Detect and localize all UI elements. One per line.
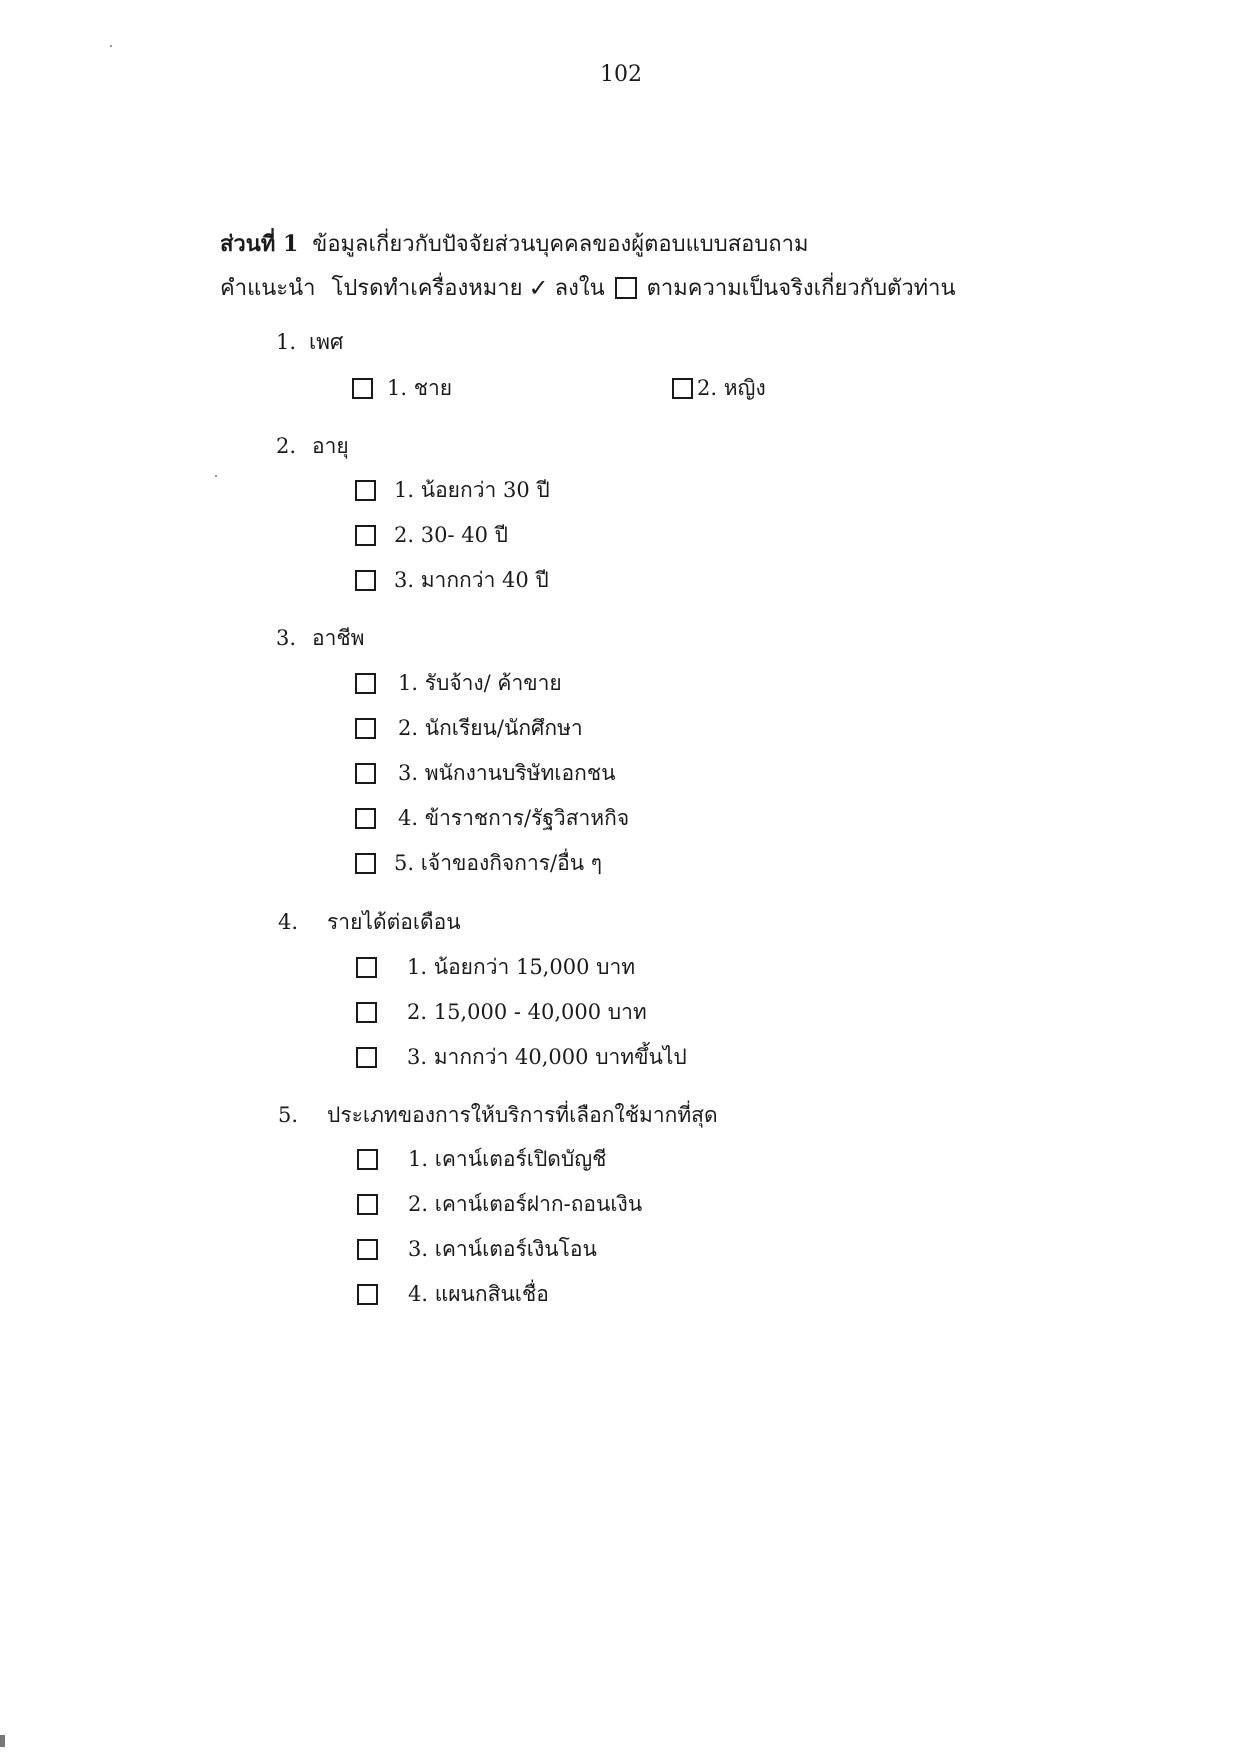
question-number: 1. (276, 330, 297, 354)
question-title: อายุ (312, 434, 349, 458)
option-income-3[interactable] (356, 1041, 687, 1074)
page-number: 102 (600, 62, 642, 87)
option-label: 1. น้อยกว่า 15,000 บาท (407, 955, 636, 979)
instruction-text-part1: โปรดทำเครื่องหมาย (331, 276, 523, 301)
question-gender (276, 326, 343, 359)
question-occupation (276, 622, 365, 655)
option-occupation-4[interactable] (355, 802, 629, 835)
checkbox[interactable] (355, 480, 376, 501)
question-title: อาชีพ (312, 626, 365, 650)
checkbox[interactable] (356, 1002, 377, 1023)
checkbox[interactable] (355, 525, 376, 546)
instruction-label: คำแนะนำ (220, 276, 316, 301)
question-service-type (278, 1099, 718, 1132)
checkbox[interactable] (357, 1284, 378, 1305)
option-label: 4. ข้าราชการ/รัฐวิสาหกิจ (398, 806, 630, 830)
checkbox[interactable] (357, 1194, 378, 1215)
option-label: 3. มากกว่า 40 ปี (394, 568, 549, 592)
question-number: 2. (276, 434, 297, 458)
section-title: ข้อมูลเกี่ยวกับปัจจัยส่วนบุคคลของผู้ตอบแบบสอบถาม (312, 232, 809, 257)
question-income (278, 906, 461, 939)
option-label: 3. มากกว่า 40,000 บาทขึ้นไป (407, 1045, 687, 1069)
option-label: 2. 15,000 - 40,000 บาท (407, 1000, 647, 1024)
instruction-text-part2: ลงใน (554, 276, 605, 301)
question-number: 5. (278, 1103, 299, 1127)
instruction (220, 270, 956, 305)
option-service-2[interactable] (357, 1188, 642, 1221)
option-gender-female[interactable] (672, 372, 766, 405)
checkbox[interactable] (356, 957, 377, 978)
section-heading (220, 226, 808, 261)
option-label: 1. เคาน์เตอร์เปิดบัญชี (408, 1147, 607, 1171)
option-income-1[interactable] (356, 951, 635, 984)
checkbox[interactable] (352, 378, 373, 399)
checkmark-icon: ✓ (528, 273, 549, 302)
option-label: 2. หญิง (697, 376, 766, 400)
option-age-2[interactable] (355, 519, 508, 552)
instruction-text-part3: ตามความเป็นจริงเกี่ยวกับตัวท่าน (646, 276, 956, 301)
scan-speck (110, 45, 112, 47)
option-label: 4. แผนกสินเชื่อ (408, 1282, 549, 1306)
checkbox[interactable] (355, 763, 376, 784)
question-title: รายได้ต่อเดือน (327, 910, 461, 934)
checkbox[interactable] (355, 570, 376, 591)
option-label: 2. เคาน์เตอร์ฝาก-ถอนเงิน (408, 1192, 643, 1216)
option-occupation-2[interactable] (355, 712, 583, 745)
option-service-4[interactable] (357, 1278, 549, 1311)
option-label: 2. 30- 40 ปี (394, 523, 508, 547)
option-label: 3. เคาน์เตอร์เงินโอน (408, 1237, 597, 1261)
section-label: ส่วนที่ 1 (220, 231, 299, 257)
option-label: 2. นักเรียน/นักศึกษา (398, 716, 583, 740)
option-age-1[interactable] (355, 474, 550, 507)
option-occupation-5[interactable] (355, 847, 602, 880)
question-number: 4. (278, 910, 299, 934)
checkbox[interactable] (355, 853, 376, 874)
question-title: ประเภทของการให้บริการที่เลือกใช้มากที่สุด (327, 1103, 718, 1127)
checkbox[interactable] (355, 718, 376, 739)
option-occupation-3[interactable] (355, 757, 615, 790)
question-title: เพศ (309, 330, 344, 354)
checkbox[interactable] (355, 808, 376, 829)
option-label: 5. เจ้าของกิจการ/อื่น ๆ (394, 851, 603, 875)
option-age-3[interactable] (355, 564, 549, 597)
checkbox[interactable] (357, 1239, 378, 1260)
question-number: 3. (276, 626, 297, 650)
checkbox-icon (615, 277, 637, 299)
checkbox[interactable] (356, 1047, 377, 1068)
checkbox[interactable] (355, 673, 376, 694)
option-service-3[interactable] (357, 1233, 597, 1266)
option-label: 1. รับจ้าง/ ค้าขาย (398, 671, 562, 695)
option-gender-male[interactable] (352, 372, 452, 405)
option-service-1[interactable] (357, 1143, 606, 1176)
option-occupation-1[interactable] (355, 667, 562, 700)
scan-edge-mark (0, 1735, 5, 1747)
scan-speck (215, 475, 217, 477)
option-income-2[interactable] (356, 996, 647, 1029)
option-label: 1. น้อยกว่า 30 ปี (394, 478, 550, 502)
checkbox[interactable] (672, 378, 693, 399)
option-label: 1. ชาย (387, 376, 453, 400)
option-label: 3. พนักงานบริษัทเอกชน (398, 761, 616, 785)
checkbox[interactable] (357, 1149, 378, 1170)
question-age (276, 430, 349, 463)
